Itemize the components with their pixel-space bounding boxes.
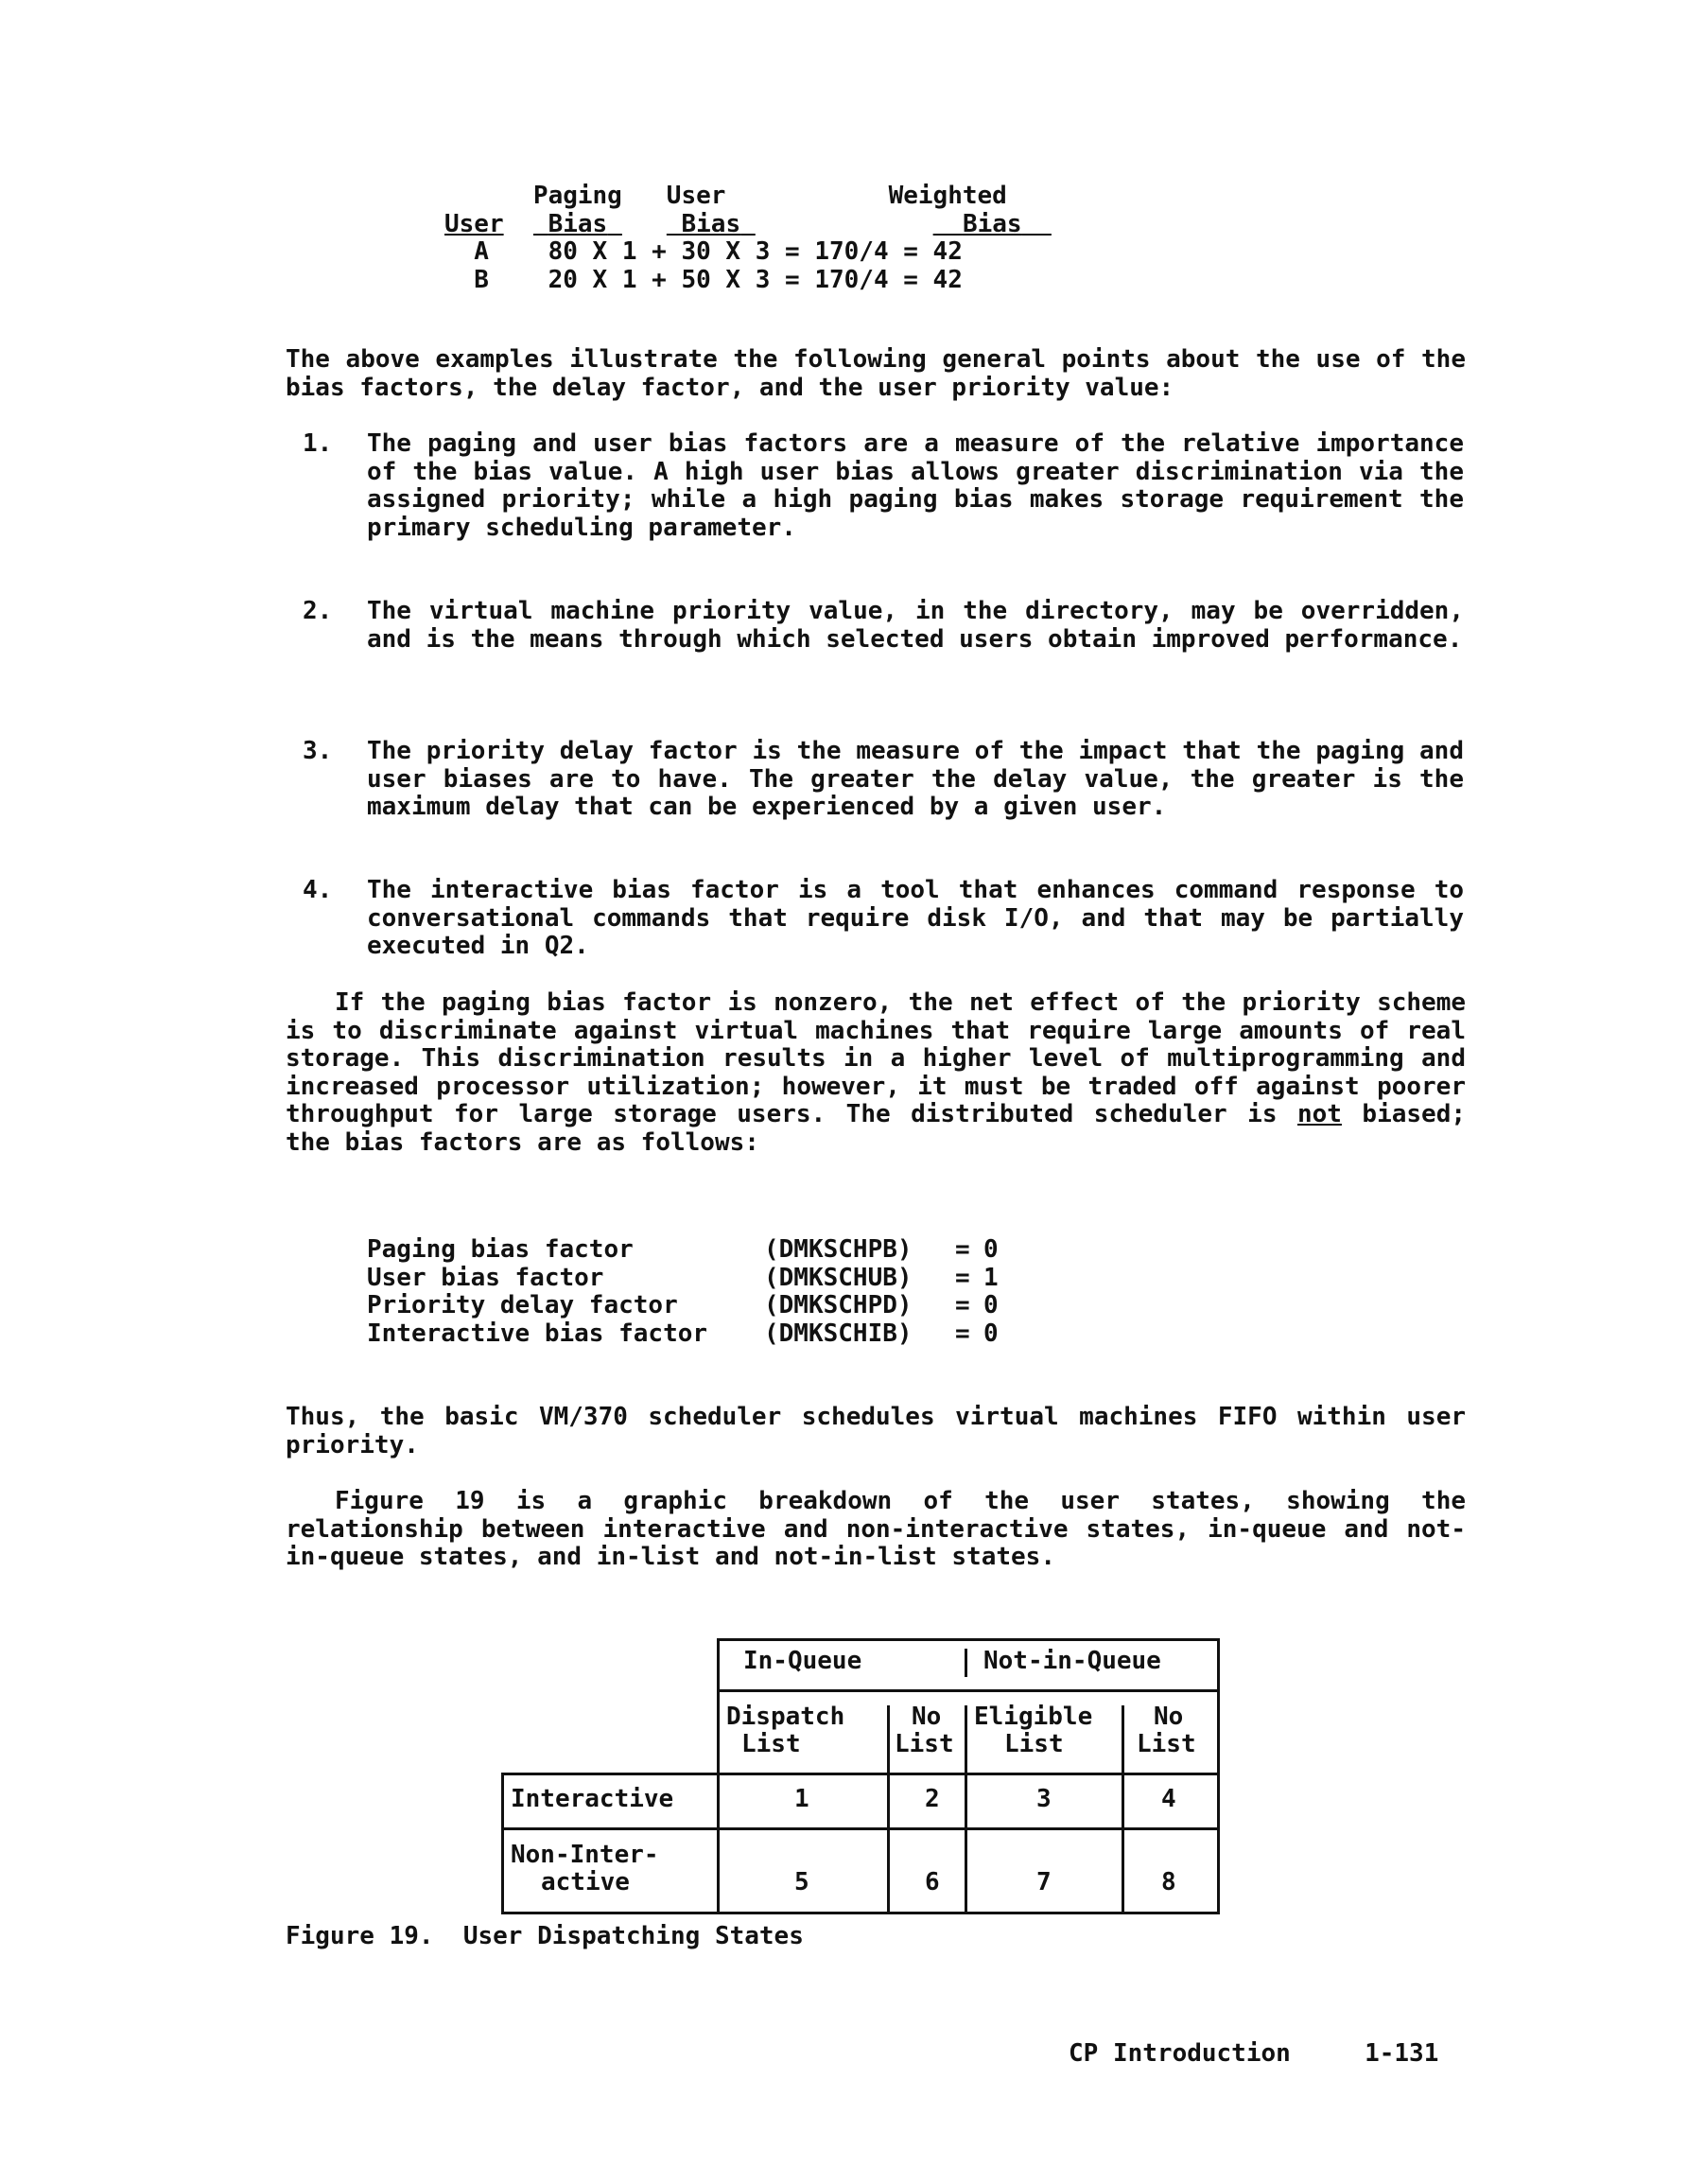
factor-row: Priority delay factor (DMKSCHPD) = 0 — [367, 1291, 999, 1319]
bias-row: A 80 X 1 + 30 X 3 = 170/4 = 42 — [444, 237, 963, 266]
column-header: List — [741, 1730, 801, 1758]
grid-line — [717, 1638, 720, 1914]
factor-row: User bias factor (DMKSCHUB) = 1 — [367, 1263, 999, 1292]
bias-header-bottom — [444, 211, 1052, 239]
row-label: Non-Inter- — [511, 1841, 659, 1869]
group-header-in-queue: In-Queue — [743, 1647, 862, 1675]
state-cell: 3 — [1036, 1785, 1052, 1813]
state-cell: 6 — [925, 1868, 940, 1896]
grid-line — [501, 1912, 1219, 1914]
bias-header-top: Paging User Weighted — [444, 182, 1007, 210]
list-text: The interactive bias factor is a tool that enhances command response to conversational commands that require disk I/O, and that may be partially executed in Q2. — [367, 876, 1464, 960]
bias-factor-list — [367, 1236, 999, 1348]
grid-line — [1122, 1705, 1124, 1914]
grid-line — [717, 1689, 1219, 1692]
list-number: 4. — [303, 876, 333, 904]
page-footer — [1069, 2040, 1438, 2069]
list-number: 1. — [303, 429, 333, 458]
state-cell: 2 — [925, 1785, 940, 1813]
list-text: The priority delay factor is the measure of the impact that the paging and user biases are to have. The greater the delay value, the greater is the maximum delay that can be experienced by a given user. — [367, 737, 1464, 821]
page-number: 1-131 — [1365, 2039, 1439, 2068]
emphasis-not: not — [1296, 1100, 1342, 1128]
user-col-heading: User — [444, 209, 504, 238]
state-cell: 1 — [794, 1785, 809, 1813]
list-number: 3. — [303, 737, 333, 765]
column-header: No — [912, 1703, 942, 1731]
user-bias-col-heading: Bias — [681, 209, 741, 238]
paging-bias-paragraph: If the paging bias factor is nonzero, the net effect of the priority scheme is to discriminate against virtual machines that require large amounts of real storage. This discrimination results in a higher level of multiprogramming and increased processor utilization; however, it must be traded off against poorer throughput for large storage users. The distributed scheduler is not biased; the bias factors are as follows: — [286, 988, 1466, 1157]
column-header: Eligible — [974, 1703, 1093, 1731]
grid-line — [717, 1638, 1219, 1641]
column-header: Dispatch — [726, 1703, 845, 1731]
row-label: Interactive — [511, 1785, 674, 1813]
bias-row: B 20 X 1 + 50 X 3 = 170/4 = 42 — [444, 265, 963, 294]
column-header: List — [1004, 1730, 1064, 1758]
grid-line — [501, 1773, 1219, 1775]
list-number: 2. — [303, 597, 333, 625]
state-cell: 8 — [1161, 1868, 1176, 1896]
column-header: List — [1137, 1730, 1196, 1758]
column-header: No — [1154, 1703, 1184, 1731]
list-text: The virtual machine priority value, in the directory, may be overridden, and is the means through which selected users obtain improved performance. — [367, 597, 1464, 654]
grid-line — [501, 1827, 1219, 1830]
grid-line — [1217, 1638, 1220, 1914]
grid-line — [965, 1705, 967, 1914]
footer-section-title: CP Introduction — [1069, 2039, 1291, 2068]
grid-line — [501, 1773, 504, 1914]
state-cell: 7 — [1036, 1868, 1052, 1896]
figure-reference-paragraph: Figure 19 is a graphic breakdown of the user states, showing the relationship between interactive and non-interactive states, in-queue and not-in-queue states, and in-list and not-in-list states. — [286, 1487, 1466, 1571]
paging-bias-col-heading: Bias — [548, 209, 608, 238]
list-text: The paging and user bias factors are a measure of the relative importance of the bias value. A high user bias allows greater discrimination via the assigned priority; while a high paging bias makes storage requirement the primary scheduling parameter. — [367, 429, 1464, 542]
factor-row: Interactive bias factor (DMKSCHIB) = 0 — [367, 1319, 999, 1348]
intro-paragraph: The above examples illustrate the following general points about the use of the bias factors, the delay factor, and the user priority value: — [286, 345, 1466, 402]
weighted-bias-col-heading: Bias — [962, 209, 1022, 238]
bias-example-table — [444, 183, 1052, 294]
column-header: List — [895, 1730, 954, 1758]
grid-line — [887, 1705, 890, 1914]
state-cell: 4 — [1161, 1785, 1176, 1813]
user-dispatching-states-table — [501, 1634, 1220, 1920]
group-header-not-in-queue: Not-in-Queue — [983, 1647, 1161, 1675]
row-label: active — [541, 1868, 630, 1896]
factor-row: Paging bias factor (DMKSCHPB) = 0 — [367, 1235, 999, 1264]
figure-caption: Figure 19. User Dispatching States — [286, 1922, 804, 1950]
grid-line — [965, 1649, 967, 1677]
state-cell: 5 — [794, 1868, 809, 1896]
thus-paragraph: Thus, the basic VM/370 scheduler schedules virtual machines FIFO within user priority. — [286, 1403, 1466, 1459]
